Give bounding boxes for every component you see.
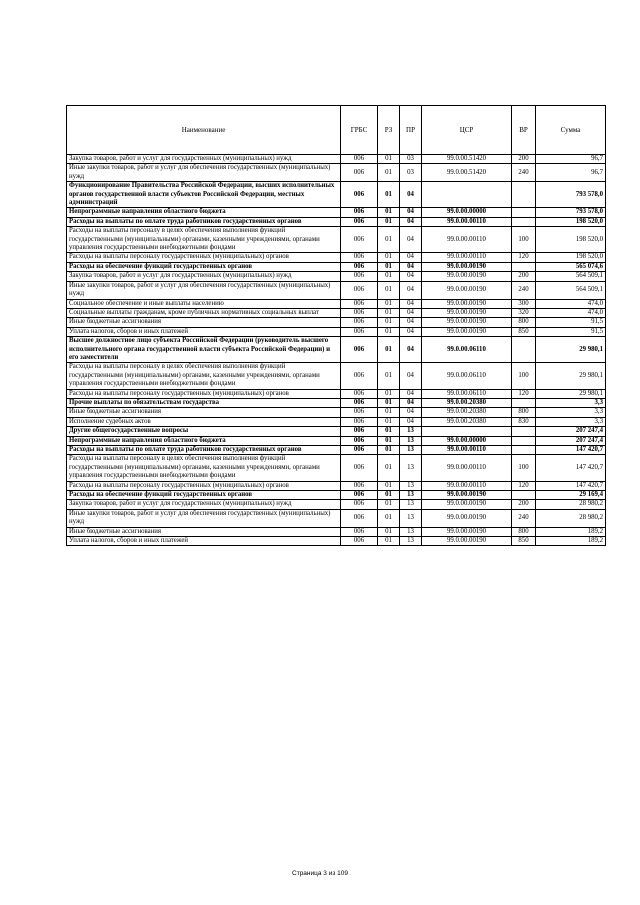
cell-sum: 474,0 — [536, 299, 606, 308]
cell-rz: 01 — [378, 164, 400, 182]
cell-sum: 189,2 — [536, 527, 606, 536]
cell-grbs: 006 — [341, 272, 378, 281]
cell-vr: 240 — [512, 281, 536, 299]
cell-csr: 99.0.00.00190 — [422, 527, 512, 536]
cell-pr: 04 — [400, 318, 422, 327]
cell-name: Расходы на выплаты персоналу государственных (муниципальных) органов — [67, 253, 341, 262]
cell-vr — [512, 337, 536, 363]
cell-rz: 01 — [378, 272, 400, 281]
cell-vr: 200 — [512, 272, 536, 281]
cell-sum: 564 509,1 — [536, 281, 606, 299]
cell-rz: 01 — [378, 455, 400, 481]
cell-sum: 3,3 — [536, 408, 606, 417]
cell-csr: 99.0.00.06110 — [422, 389, 512, 398]
table-row — [67, 417, 606, 426]
cell-csr: 99.0.00.00190 — [422, 318, 512, 327]
cell-grbs: 006 — [341, 182, 378, 208]
cell-vr: 800 — [512, 527, 536, 536]
cell-pr: 04 — [400, 408, 422, 417]
cell-rz: 01 — [378, 299, 400, 308]
cell-rz: 01 — [378, 537, 400, 546]
cell-csr — [422, 182, 512, 208]
table-row — [67, 398, 606, 407]
cell-name: Прочие выплаты по обязательствам государства — [67, 398, 341, 407]
cell-pr: 13 — [400, 427, 422, 436]
cell-grbs: 006 — [341, 363, 378, 389]
cell-csr: 99.0.00.20380 — [422, 398, 512, 407]
cell-grbs: 006 — [341, 318, 378, 327]
cell-grbs: 006 — [341, 155, 378, 164]
header-name: Наименование — [67, 106, 341, 155]
cell-name: Иные закупки товаров, работ и услуг для обеспечения государственных (муниципальных) нужд — [67, 281, 341, 299]
cell-csr: 99.0.00.00110 — [422, 446, 512, 455]
header-sum: Сумма — [536, 106, 606, 155]
cell-name: Высшее должностное лицо субъекта Российской Федерации (руководитель высшего исполнительного органа государственной власти субъекта Российской Федерации) и его заместители — [67, 337, 341, 363]
cell-csr: 99.0.00.06110 — [422, 363, 512, 389]
cell-name: Расходы на выплаты персоналу государственных (муниципальных) органов — [67, 481, 341, 490]
cell-name: Расходы на обеспечение функций государственных органов — [67, 262, 341, 271]
cell-sum: 147 420,7 — [536, 481, 606, 490]
header-grbs: ГРБС — [341, 106, 378, 155]
cell-grbs: 006 — [341, 408, 378, 417]
cell-name: Исполнение судебных актов — [67, 417, 341, 426]
cell-rz: 01 — [378, 446, 400, 455]
cell-vr — [512, 491, 536, 500]
cell-vr: 800 — [512, 318, 536, 327]
cell-vr: 300 — [512, 299, 536, 308]
cell-grbs: 006 — [341, 217, 378, 226]
table-row — [67, 164, 606, 182]
cell-csr: 99.0.00.00190 — [422, 272, 512, 281]
cell-name: Расходы на выплаты персоналу государственных (муниципальных) органов — [67, 389, 341, 398]
cell-name: Функционирование Правительства Российской Федерации, высших исполнительных органов государственной власти субъектов Российской Федерации, местных администраций — [67, 182, 341, 208]
cell-rz: 01 — [378, 389, 400, 398]
cell-vr — [512, 217, 536, 226]
cell-grbs: 006 — [341, 436, 378, 445]
cell-csr: 99.0.00.00110 — [422, 481, 512, 490]
cell-grbs: 006 — [341, 446, 378, 455]
cell-name: Уплата налогов, сборов и иных платежей — [67, 327, 341, 336]
cell-vr: 120 — [512, 389, 536, 398]
cell-pr: 04 — [400, 281, 422, 299]
cell-vr: 800 — [512, 408, 536, 417]
table-row — [67, 537, 606, 546]
cell-grbs: 006 — [341, 337, 378, 363]
cell-grbs: 006 — [341, 398, 378, 407]
cell-csr — [422, 427, 512, 436]
cell-grbs: 006 — [341, 509, 378, 527]
cell-rz: 01 — [378, 253, 400, 262]
cell-pr: 03 — [400, 164, 422, 182]
cell-name: Закупка товаров, работ и услуг для государственных (муниципальных) нужд — [67, 500, 341, 509]
cell-name: Расходы на выплаты по оплате труда работников государственных органов — [67, 217, 341, 226]
header-rz: РЗ — [378, 106, 400, 155]
header-vr: ВР — [512, 106, 536, 155]
cell-vr: 850 — [512, 537, 536, 546]
table-row — [67, 308, 606, 317]
table-row — [67, 436, 606, 445]
cell-rz: 01 — [378, 408, 400, 417]
cell-sum: 207 247,4 — [536, 436, 606, 445]
cell-rz: 01 — [378, 427, 400, 436]
cell-rz: 01 — [378, 491, 400, 500]
cell-name: Другие общегосударственные вопросы — [67, 427, 341, 436]
cell-csr: 99.0.00.00000 — [422, 208, 512, 217]
cell-csr: 99.0.00.00190 — [422, 509, 512, 527]
cell-csr: 99.0.00.00110 — [422, 217, 512, 226]
cell-rz: 01 — [378, 417, 400, 426]
cell-pr: 04 — [400, 253, 422, 262]
cell-sum: 29 980,1 — [536, 389, 606, 398]
cell-rz: 01 — [378, 155, 400, 164]
cell-name: Иные бюджетные ассигнования — [67, 408, 341, 417]
cell-csr: 99.0.00.00190 — [422, 299, 512, 308]
cell-vr — [512, 262, 536, 271]
budget-table — [66, 105, 606, 546]
cell-pr: 04 — [400, 398, 422, 407]
cell-sum: 3,3 — [536, 398, 606, 407]
cell-grbs: 006 — [341, 481, 378, 490]
cell-csr: 99.0.00.00190 — [422, 537, 512, 546]
cell-csr: 99.0.00.00110 — [422, 253, 512, 262]
cell-grbs: 006 — [341, 253, 378, 262]
table-row — [67, 455, 606, 481]
cell-pr: 04 — [400, 417, 422, 426]
cell-sum: 198 520,0 — [536, 217, 606, 226]
table-row — [67, 182, 606, 208]
cell-csr: 99.0.00.00000 — [422, 436, 512, 445]
cell-vr: 850 — [512, 327, 536, 336]
cell-pr: 04 — [400, 262, 422, 271]
cell-sum: 29 980,1 — [536, 337, 606, 363]
cell-grbs: 006 — [341, 262, 378, 271]
cell-sum: 28 980,2 — [536, 500, 606, 509]
cell-vr — [512, 208, 536, 217]
cell-grbs: 006 — [341, 500, 378, 509]
table-row — [67, 408, 606, 417]
cell-pr: 04 — [400, 299, 422, 308]
cell-pr: 13 — [400, 446, 422, 455]
cell-pr: 04 — [400, 337, 422, 363]
cell-sum: 189,2 — [536, 537, 606, 546]
cell-csr: 99.0.00.51420 — [422, 155, 512, 164]
cell-pr: 04 — [400, 308, 422, 317]
cell-vr: 100 — [512, 363, 536, 389]
cell-sum: 96,7 — [536, 164, 606, 182]
cell-csr: 99.0.00.20380 — [422, 408, 512, 417]
cell-grbs: 006 — [341, 491, 378, 500]
table-row — [67, 208, 606, 217]
cell-name: Закупка товаров, работ и услуг для государственных (муниципальных) нужд — [67, 155, 341, 164]
cell-name: Закупка товаров, работ и услуг для государственных (муниципальных) нужд — [67, 272, 341, 281]
table-row — [67, 527, 606, 536]
cell-vr: 200 — [512, 500, 536, 509]
cell-sum: 28 980,2 — [536, 509, 606, 527]
cell-vr — [512, 398, 536, 407]
table-row — [67, 327, 606, 336]
cell-pr: 04 — [400, 182, 422, 208]
cell-grbs: 006 — [341, 537, 378, 546]
cell-name: Иные закупки товаров, работ и услуг для обеспечения государственных (муниципальных) нужд — [67, 509, 341, 527]
cell-sum: 147 420,7 — [536, 455, 606, 481]
cell-csr: 99.0.00.00110 — [422, 455, 512, 481]
table-row — [67, 427, 606, 436]
table-row — [67, 318, 606, 327]
cell-csr: 99.0.00.00190 — [422, 308, 512, 317]
cell-rz: 01 — [378, 363, 400, 389]
cell-vr — [512, 182, 536, 208]
cell-pr: 13 — [400, 436, 422, 445]
cell-rz: 01 — [378, 337, 400, 363]
cell-csr: 99.0.00.00190 — [422, 491, 512, 500]
cell-sum: 96,7 — [536, 155, 606, 164]
cell-pr: 03 — [400, 155, 422, 164]
cell-grbs: 006 — [341, 299, 378, 308]
page-footer: Страница 3 из 109 — [292, 870, 348, 877]
cell-grbs: 006 — [341, 208, 378, 217]
cell-sum: 198 520,0 — [536, 253, 606, 262]
cell-sum: 793 578,0 — [536, 208, 606, 217]
cell-csr: 99.0.00.00190 — [422, 262, 512, 271]
cell-pr: 13 — [400, 481, 422, 490]
cell-sum: 29 169,4 — [536, 491, 606, 500]
cell-rz: 01 — [378, 500, 400, 509]
table-row — [67, 446, 606, 455]
cell-name: Иные бюджетные ассигнования — [67, 318, 341, 327]
cell-rz: 01 — [378, 509, 400, 527]
cell-vr: 100 — [512, 227, 536, 253]
cell-sum: 207 247,4 — [536, 427, 606, 436]
cell-pr: 04 — [400, 208, 422, 217]
table-row — [67, 227, 606, 253]
cell-name: Социальное обеспечение и иные выплаты населению — [67, 299, 341, 308]
table-row — [67, 217, 606, 226]
cell-vr: 200 — [512, 155, 536, 164]
cell-pr: 04 — [400, 227, 422, 253]
header-csr: ЦСР — [422, 106, 512, 155]
cell-grbs: 006 — [341, 417, 378, 426]
cell-grbs: 006 — [341, 327, 378, 336]
cell-csr: 99.0.00.00190 — [422, 500, 512, 509]
cell-pr: 13 — [400, 500, 422, 509]
cell-pr: 13 — [400, 527, 422, 536]
cell-sum: 565 074,6 — [536, 262, 606, 271]
cell-rz: 01 — [378, 481, 400, 490]
cell-sum: 564 509,1 — [536, 272, 606, 281]
cell-pr: 13 — [400, 455, 422, 481]
cell-grbs: 006 — [341, 281, 378, 299]
cell-pr: 04 — [400, 389, 422, 398]
cell-vr — [512, 446, 536, 455]
cell-grbs: 006 — [341, 164, 378, 182]
cell-vr: 320 — [512, 308, 536, 317]
cell-name: Расходы на выплаты персоналу в целях обеспечения выполнения функций государственными (муниципальными) органами, казенными учреждениями, органами управления государственными внебюджетными фондами — [67, 363, 341, 389]
cell-csr: 99.0.00.00190 — [422, 281, 512, 299]
cell-sum: 793 578,0 — [536, 182, 606, 208]
cell-grbs: 006 — [341, 527, 378, 536]
cell-vr — [512, 427, 536, 436]
cell-name: Социальные выплаты гражданам, кроме публичных нормативных социальных выплат — [67, 308, 341, 317]
table-row — [67, 272, 606, 281]
cell-rz: 01 — [378, 227, 400, 253]
cell-sum: 91,5 — [536, 327, 606, 336]
table-row — [67, 262, 606, 271]
table-row — [67, 389, 606, 398]
cell-grbs: 006 — [341, 227, 378, 253]
table-row — [67, 491, 606, 500]
cell-csr: 99.0.00.00110 — [422, 227, 512, 253]
table-header-row — [67, 106, 606, 155]
cell-name: Расходы на выплаты персоналу в целях обеспечения выполнения функций государственными (муниципальными) органами, казенными учреждениями, органами управления государственными внебюджетными фондами — [67, 227, 341, 253]
cell-pr: 04 — [400, 327, 422, 336]
cell-rz: 01 — [378, 327, 400, 336]
cell-sum: 474,0 — [536, 308, 606, 317]
table-row — [67, 481, 606, 490]
table-row — [67, 155, 606, 164]
cell-name: Расходы на обеспечение функций государственных органов — [67, 491, 341, 500]
cell-rz: 01 — [378, 281, 400, 299]
cell-vr: 120 — [512, 481, 536, 490]
cell-sum: 198 520,0 — [536, 227, 606, 253]
cell-sum: 29 980,1 — [536, 363, 606, 389]
cell-name: Расходы на выплаты персоналу в целях обеспечения выполнения функций государственными (муниципальными) органами, казенными учреждениями, органами управления государственными внебюджетными фондами — [67, 455, 341, 481]
cell-csr: 99.0.00.51420 — [422, 164, 512, 182]
cell-grbs: 006 — [341, 427, 378, 436]
cell-sum: 147 420,7 — [536, 446, 606, 455]
cell-name: Расходы на выплаты по оплате труда работников государственных органов — [67, 446, 341, 455]
cell-sum: 91,5 — [536, 318, 606, 327]
cell-name: Уплата налогов, сборов и иных платежей — [67, 537, 341, 546]
cell-rz: 01 — [378, 182, 400, 208]
cell-rz: 01 — [378, 262, 400, 271]
cell-rz: 01 — [378, 318, 400, 327]
cell-grbs: 006 — [341, 308, 378, 317]
table-body — [67, 155, 606, 546]
table-row — [67, 363, 606, 389]
table-row — [67, 337, 606, 363]
cell-name: Иные бюджетные ассигнования — [67, 527, 341, 536]
cell-name: Непрограммные направления областного бюджета — [67, 208, 341, 217]
cell-name: Иные закупки товаров, работ и услуг для обеспечения государственных (муниципальных) нужд — [67, 164, 341, 182]
table-row — [67, 500, 606, 509]
cell-rz: 01 — [378, 208, 400, 217]
table-row — [67, 299, 606, 308]
cell-name: Непрограммные направления областного бюджета — [67, 436, 341, 445]
table-row — [67, 281, 606, 299]
cell-pr: 04 — [400, 363, 422, 389]
cell-vr: 120 — [512, 253, 536, 262]
cell-grbs: 006 — [341, 455, 378, 481]
cell-rz: 01 — [378, 436, 400, 445]
cell-vr — [512, 436, 536, 445]
cell-csr: 99.0.00.00190 — [422, 327, 512, 336]
cell-rz: 01 — [378, 308, 400, 317]
table-row — [67, 509, 606, 527]
header-pr: ПР — [400, 106, 422, 155]
cell-csr: 99.0.00.20380 — [422, 417, 512, 426]
cell-vr: 830 — [512, 417, 536, 426]
cell-pr: 04 — [400, 272, 422, 281]
cell-vr: 240 — [512, 164, 536, 182]
cell-csr: 99.0.00.06110 — [422, 337, 512, 363]
cell-vr: 240 — [512, 509, 536, 527]
cell-grbs: 006 — [341, 389, 378, 398]
cell-pr: 04 — [400, 217, 422, 226]
cell-pr: 13 — [400, 491, 422, 500]
cell-vr: 100 — [512, 455, 536, 481]
cell-pr: 13 — [400, 537, 422, 546]
cell-rz: 01 — [378, 398, 400, 407]
cell-sum: 3,3 — [536, 417, 606, 426]
cell-rz: 01 — [378, 217, 400, 226]
table-row — [67, 253, 606, 262]
cell-pr: 13 — [400, 509, 422, 527]
cell-rz: 01 — [378, 527, 400, 536]
